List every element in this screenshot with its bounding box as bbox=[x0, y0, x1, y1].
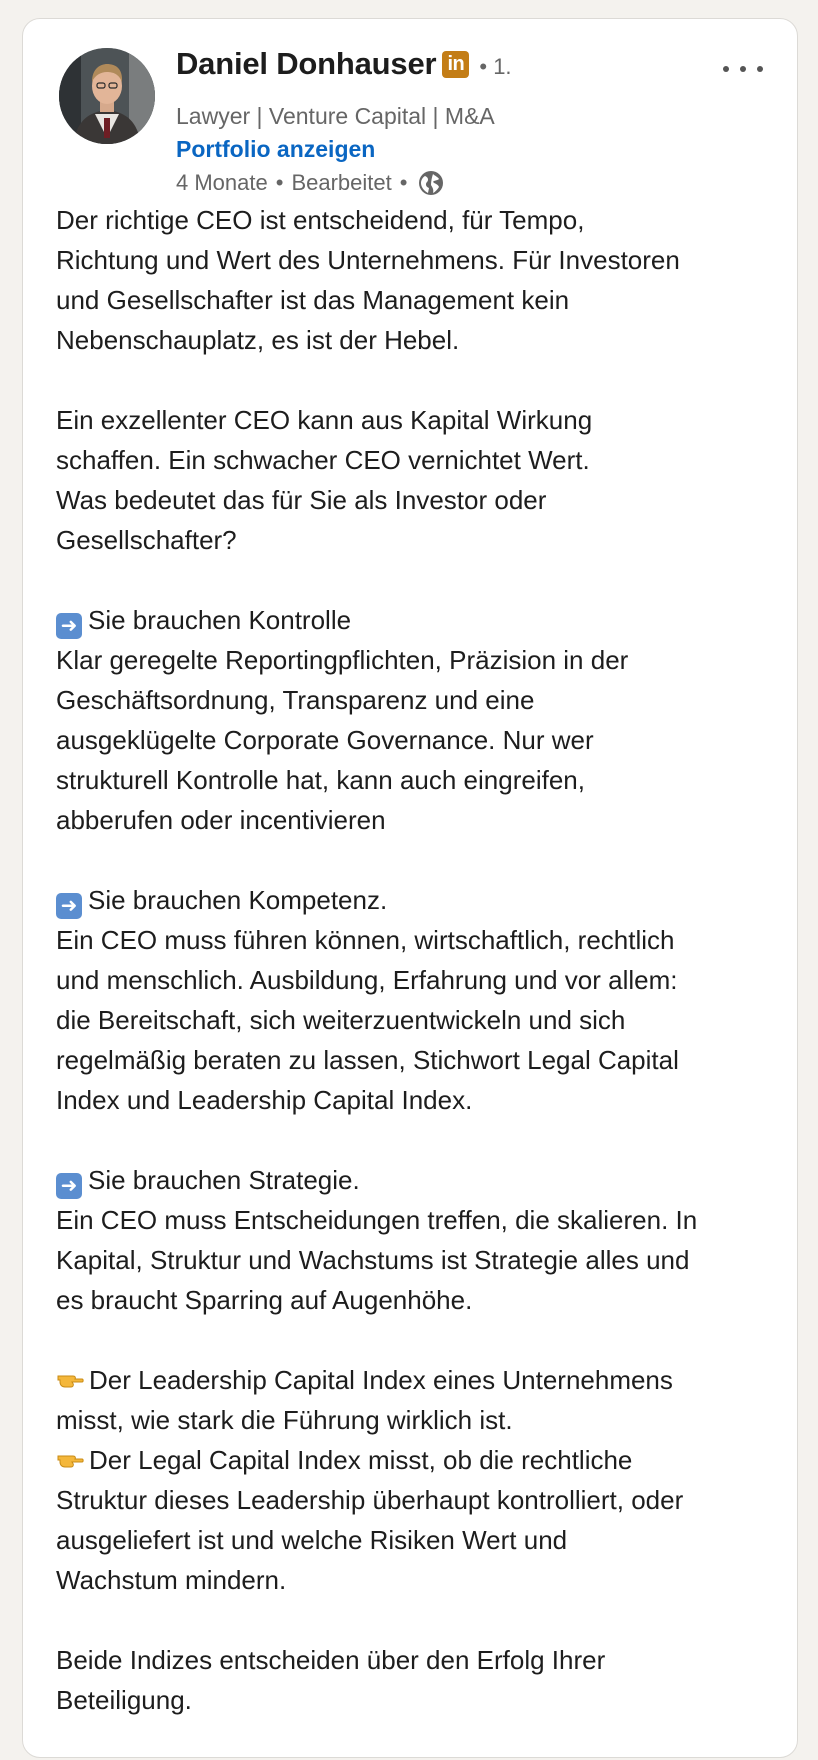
author-headline: Lawyer | Venture Capital | M&A bbox=[176, 103, 495, 129]
body-line: Wachstum mindern. bbox=[56, 1565, 287, 1595]
avatar-image bbox=[59, 48, 155, 144]
body-line: ausgeklügelte Corporate Governance. Nur wer bbox=[56, 725, 594, 755]
linkedin-premium-badge-icon: in bbox=[442, 51, 469, 78]
more-options-icon[interactable] bbox=[723, 57, 763, 81]
pointing-hand-icon bbox=[56, 1367, 84, 1393]
section-heading bbox=[56, 600, 791, 640]
body-line: und Gesellschafter ist das Management kein bbox=[56, 285, 570, 315]
post-age: 4 Monate bbox=[176, 170, 268, 195]
avatar[interactable] bbox=[59, 48, 155, 144]
body-line: die Bereitschaft, sich weiterzuentwickeln und sich bbox=[56, 1005, 626, 1035]
post-paragraph-control bbox=[56, 600, 791, 840]
body-line: Ein CEO muss führen können, wirtschaftlich, rechtlich bbox=[56, 925, 675, 955]
section-heading-text: Sie brauchen Strategie. bbox=[88, 1165, 360, 1195]
body-line: Geschäftsordnung, Transparenz und eine bbox=[56, 685, 535, 715]
section-heading bbox=[56, 1160, 791, 1200]
globe-icon bbox=[417, 169, 445, 197]
post-header bbox=[23, 19, 797, 195]
section-heading-text: Sie brauchen Kompetenz. bbox=[88, 885, 388, 915]
author-name[interactable]: Daniel Donhauser bbox=[176, 46, 437, 81]
pointer-line bbox=[56, 1440, 791, 1480]
body-line-text: Der Leadership Capital Index eines Unternehmens bbox=[89, 1365, 673, 1395]
body-line: misst, wie stark die Führung wirklich ist. bbox=[56, 1405, 513, 1435]
body-line: Ein CEO muss Entscheidungen treffen, die skalieren. In bbox=[56, 1205, 698, 1235]
post-paragraph-2 bbox=[56, 400, 791, 560]
section-heading-text: Sie brauchen Kontrolle bbox=[88, 605, 352, 635]
right-arrow-icon: ➜ bbox=[56, 613, 82, 639]
body-line: Ein exzellenter CEO kann aus Kapital Wirkung bbox=[56, 405, 593, 435]
body-line: regelmäßig beraten zu lassen, Stichwort Legal Capital bbox=[56, 1045, 679, 1075]
post-body bbox=[56, 200, 791, 1760]
post-paragraph-conclusion bbox=[56, 1640, 791, 1720]
meta-separator: • bbox=[399, 170, 408, 195]
pointer-line bbox=[56, 1360, 791, 1400]
body-line: Klar geregelte Reportingpflichten, Präzision in der bbox=[56, 645, 629, 675]
body-line: Was bedeutet das für Sie als Investor oder bbox=[56, 485, 547, 515]
body-line: Beide Indizes entscheiden über den Erfolg Ihrer bbox=[56, 1645, 606, 1675]
edited-label: Bearbeitet bbox=[291, 170, 392, 195]
body-line: Beteiligung. bbox=[56, 1685, 192, 1715]
body-line: Richtung und Wert des Unternehmens. Für Investoren bbox=[56, 245, 680, 275]
body-line: Index und Leadership Capital Index. bbox=[56, 1085, 473, 1115]
body-line: Gesellschafter? bbox=[56, 525, 237, 555]
right-arrow-icon: ➜ bbox=[56, 1173, 82, 1199]
post-meta bbox=[176, 169, 445, 197]
post-paragraph-competence bbox=[56, 880, 791, 1120]
portfolio-link[interactable]: Portfolio anzeigen bbox=[176, 136, 376, 162]
body-line: Der richtige CEO ist entscheidend, für Tempo, bbox=[56, 205, 585, 235]
body-line: strukturell Kontrolle hat, kann auch eingreifen, bbox=[56, 765, 585, 795]
author-name-row bbox=[176, 46, 512, 82]
post-paragraph-1 bbox=[56, 200, 791, 360]
body-line-text: Der Legal Capital Index misst, ob die rechtliche bbox=[89, 1445, 633, 1475]
meta-separator: • bbox=[275, 170, 284, 195]
post-paragraph-indices bbox=[56, 1360, 791, 1600]
body-line: Nebenschauplatz, es ist der Hebel. bbox=[56, 325, 460, 355]
post-paragraph-strategy bbox=[56, 1160, 791, 1320]
body-line: Kapital, Struktur und Wachstums ist Strategie alles und bbox=[56, 1245, 690, 1275]
pointing-hand-icon bbox=[56, 1447, 84, 1473]
section-heading bbox=[56, 880, 791, 920]
body-line: abberufen oder incentivieren bbox=[56, 805, 386, 835]
body-line: Struktur dieses Leadership überhaupt kontrolliert, oder bbox=[56, 1485, 684, 1515]
post-card bbox=[22, 18, 798, 1758]
body-line: schaffen. Ein schwacher CEO vernichtet Wert. bbox=[56, 445, 590, 475]
body-line: ausgeliefert ist und welche Risiken Wert und bbox=[56, 1525, 568, 1555]
body-line: und menschlich. Ausbildung, Erfahrung und vor allem: bbox=[56, 965, 678, 995]
right-arrow-icon: ➜ bbox=[56, 893, 82, 919]
connection-degree: • 1. bbox=[479, 54, 512, 79]
body-line: es braucht Sparring auf Augenhöhe. bbox=[56, 1285, 473, 1315]
